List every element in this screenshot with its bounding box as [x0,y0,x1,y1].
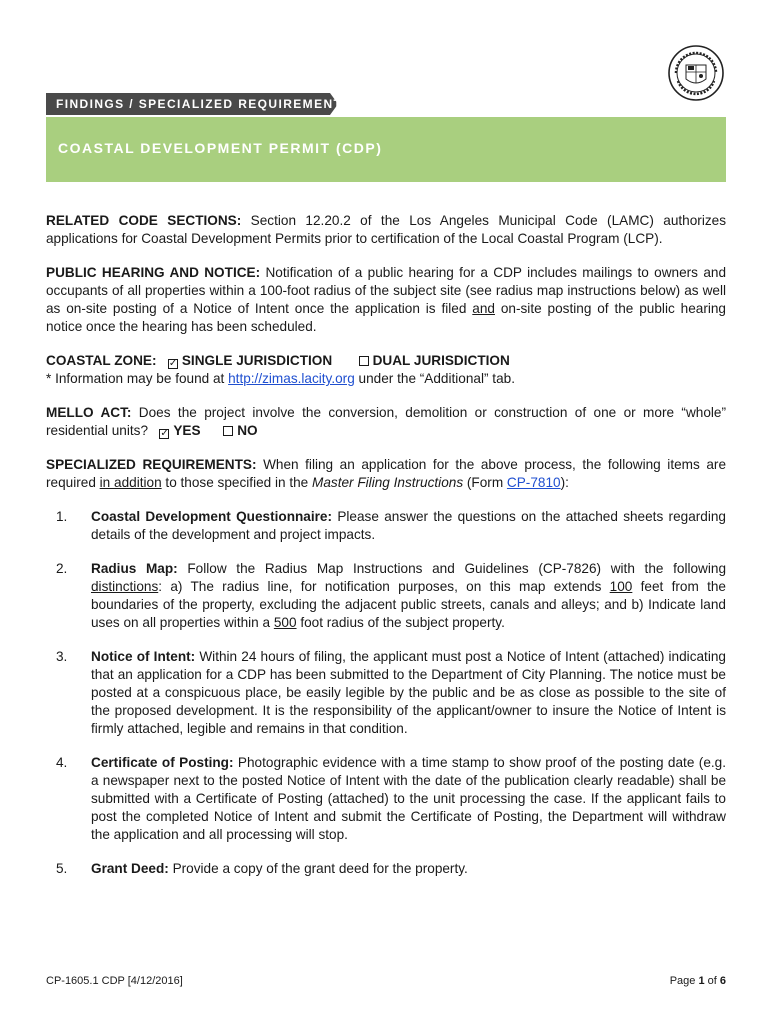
dual-jurisdiction-label: DUAL JURISDICTION [372,353,510,368]
list-item-underline: 100 [609,579,633,594]
mello-act-text: Does the project involve the conversion, demolition or construction of one or more “whole” residential units? [46,405,726,438]
list-item [46,754,726,844]
list-item-text: Photographic evidence with a time stamp to show proof of the posting date (e.g. a newspaper next to the posted Notice of Intent with the date of the publication clearly readable) shall be submitted with a Certificate of Posting (attached) to the unit processing the case. If the applicant fails to post the completed Notice of Intent and submit the Certificate of Posting, the Department will withdraw the application and all processing will stop. [91,755,727,842]
dual-jurisdiction-checkbox[interactable] [359,356,369,366]
specialized-text-3: (Form [463,475,507,490]
page-current: 1 [698,975,705,987]
footer-page-number [620,975,726,987]
zimas-link[interactable]: http://zimas.lacity.org [228,371,355,386]
list-item-number: 1. [56,509,68,524]
specialized-text-4: ): [560,475,569,490]
list-item-text: Within 24 hours of filing, the applicant must post a Notice of Intent (attached) indicating that an application for a CDP has been submitted to the Department of City Planning. The notice must be posted at a conspicuous place, be easily legible by the public and be as close as possible to the site of the proposed development. It is the responsibility of the applicant/owner to insure the Notice of Intent is firmly attached, legible and remains in that condition. [91,649,726,736]
list-item-number: 3. [56,649,68,664]
list-item-underline: distinctions [91,579,159,594]
related-code-text: Section 12.20.2 of the Los Angeles Municipal Code (LAMC) authorizes applications for Coastal Development Permits prior to certification of the Local Coastal Program (LCP). [46,213,726,246]
mello-act-section [46,404,726,440]
public-hearing-notice [46,264,726,336]
coastal-info-suffix: under the “Additional” tab. [354,371,515,386]
requirements-list [46,508,726,878]
specialized-text-2: to those specified in the [161,475,313,490]
coastal-zone-section [46,352,726,388]
mello-no-label: NO [237,423,258,438]
form-cp7810-link[interactable]: CP-7810 [506,475,561,490]
specialized-label: SPECIALIZED REQUIREMENTS: [46,457,257,472]
related-code-sections [46,212,726,248]
list-item-label: Radius Map: [91,561,178,576]
list-item-label: Coastal Development Questionnaire: [91,509,333,524]
list-item-label: Notice of Intent: [91,649,196,664]
list-item-number: 2. [56,561,68,576]
specialized-requirements [46,456,726,492]
single-jurisdiction-label: SINGLE JURISDICTION [181,353,333,368]
single-jurisdiction-checkbox[interactable]: ✓ [168,358,178,369]
public-hearing-text-2: on-site posting of the public hearing notice once the hearing has been scheduled. [46,301,726,334]
page-of: of [704,975,720,987]
coastal-zone-label: COASTAL ZONE: [46,353,157,368]
specialized-text-1: When filing an application for the above process, the following items are required [46,457,727,490]
page-prefix: Page [669,975,699,987]
public-hearing-label: PUBLIC HEARING AND NOTICE: [46,265,261,280]
title-box [46,117,726,182]
mello-act-label: MELLO ACT: [46,405,132,420]
document-body [46,212,726,894]
public-hearing-and: and [472,301,495,316]
list-item-number: 4. [56,755,68,770]
coastal-info-prefix: * Information may be found at [46,371,229,386]
mello-no-checkbox[interactable] [223,426,233,436]
list-item-label: Certificate of Posting: [91,755,234,770]
mello-yes-checkbox[interactable]: ✓ [160,428,169,439]
list-item [46,508,726,544]
list-item-number: 5. [56,861,68,876]
list-item-text: : a) The radius line, for notification purposes, on this map extends [158,579,610,594]
list-item-text: Follow the Radius Map Instructions and Guidelines (CP-7826) with the following [177,561,727,576]
list-item-text: feet from the boundaries of the property, excluding the adjacent public streets, canals and alleys; and b) Indicate land uses on all properties within a [91,579,726,630]
specialized-in-addition: in addition [99,475,162,490]
mello-yes-label: YES [173,423,201,438]
specialized-italic: Master Filing Instructions [312,475,464,490]
list-item-text: foot radius of the subject property. [296,615,505,630]
list-item [46,648,726,738]
coastal-zone-options [46,352,726,370]
list-item-underline: 500 [273,615,297,630]
list-item-label: Grant Deed: [91,861,169,876]
related-code-label: RELATED CODE SECTIONS: [46,213,242,228]
list-item [46,860,726,878]
page-total: 6 [719,975,726,987]
section-banner-label: FINDINGS / SPECIALIZED REQUIREMENTS: [56,97,358,111]
public-hearing-text-1: Notification of a public hearing for a CDP includes mailings to owners and occupants of all properties within a 100-foot radius of the subject site (see radius map instructions below) as well as on-site posting of a Notice of Intent once the application is filed [46,265,727,316]
page-title: COASTAL DEVELOPMENT PERMIT (CDP) [58,140,383,156]
city-seal-logo [668,45,724,101]
footer-form-id: CP-1605.1 CDP [4/12/2016] [46,975,183,987]
coastal-zone-info [46,370,726,388]
list-item [46,560,726,632]
list-item-text: Provide a copy of the grant deed for the property. [168,861,468,876]
list-item-text: Please answer the questions on the attached sheets regarding details of the development and project impacts. [91,509,726,542]
